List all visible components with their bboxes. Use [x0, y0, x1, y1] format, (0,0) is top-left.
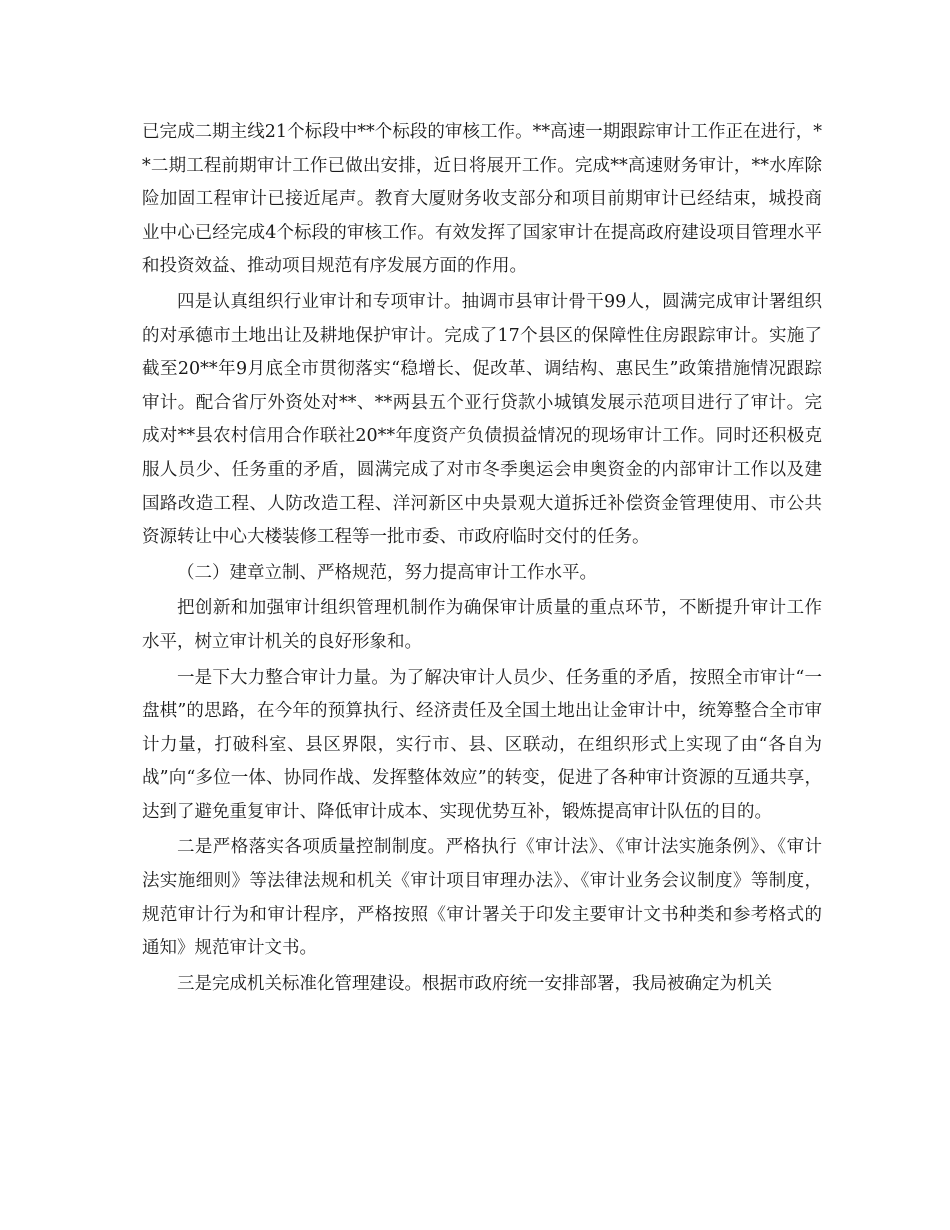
paragraph-5: 一是下大力整合审计力量。为了解决审计人员少、任务重的矛盾，按照全市审计“一盘棋”的思路，在今年的预算执行、经济责任及全国土地出让金审计中，统筹整合全市审计力量，打破科室、县区界限，实行市、县、区联动，在组织形式上实现了由“各自为战”向“多位一体、协同作战、发挥整体效应”的转变，促进了各种审计资源的互通共享，达到了避免重复审计、降低审计成本、实现优势互补，锻炼提高审计队伍的目的。 — [142, 667, 822, 822]
paragraph-7: 三是完成机关标准化管理建设。根据市政府统一安排部署，我局被确定为机关 — [177, 973, 772, 994]
section-heading: （二）建章立制、严格规范，努力提高审计工作水平。 — [177, 562, 597, 583]
document-body — [142, 116, 822, 1003]
paragraph-1: 已完成二期主线21个标段中**个标段的审核工作。**高速一期跟踪审计工作正在进行，**二期工程前期审计工作已做出安排，近日将展开工作。完成**高速财务审计，**水库除险加固工程审计已接近尾声。教育大厦财务收支部分和项目前期审计已经结束，城投商业中心已经完成4个标段的审核工作。有效发挥了国家审计在提高政府建设项目管理水平和投资效益、推动项目规范有序发展方面的作用。 — [142, 122, 822, 277]
paragraph-4: 把创新和加强审计组织管理机制作为确保审计质量的重点环节，不断提升审计工作水平，树立审计机关的良好形象和。 — [142, 598, 822, 652]
paragraph-6: 二是严格落实各项质量控制制度。严格执行《审计法》、《审计法实施条例》、《审计法实施细则》等法律法规和机关《审计项目审理办法》、《审计业务会议制度》等制度，规范审计行为和审计程序，严格按照《审计署关于印发主要审计文书种类和参考格式的通知》规范审计文书。 — [142, 837, 822, 959]
paragraph-2: 四是认真组织行业审计和专项审计。抽调市县审计骨干99人，圆满完成审计署组织的对承德市土地出让及耕地保护审计。完成了17个县区的保障性住房跟踪审计。实施了截至20**年9月底全市贯彻落实“稳增长、促改革、调结构、惠民生”政策措施情况跟踪审计。配合省厅外资处对**、**两县五个亚行贷款小城镇发展示范项目进行了审计。完成对**县农村信用合作联社20**年度资产负债损益情况的现场审计工作。同时还积极克服人员少、任务重的矛盾，圆满完成了对市冬季奥运会申奥资金的内部审计工作以及建国路改造工程、人防改造工程、洋河新区中央景观大道拆迁补偿资金管理使用、市公共资源转让中心大楼装修工程等一批市委、市政府临时交付的任务。 — [142, 291, 822, 548]
